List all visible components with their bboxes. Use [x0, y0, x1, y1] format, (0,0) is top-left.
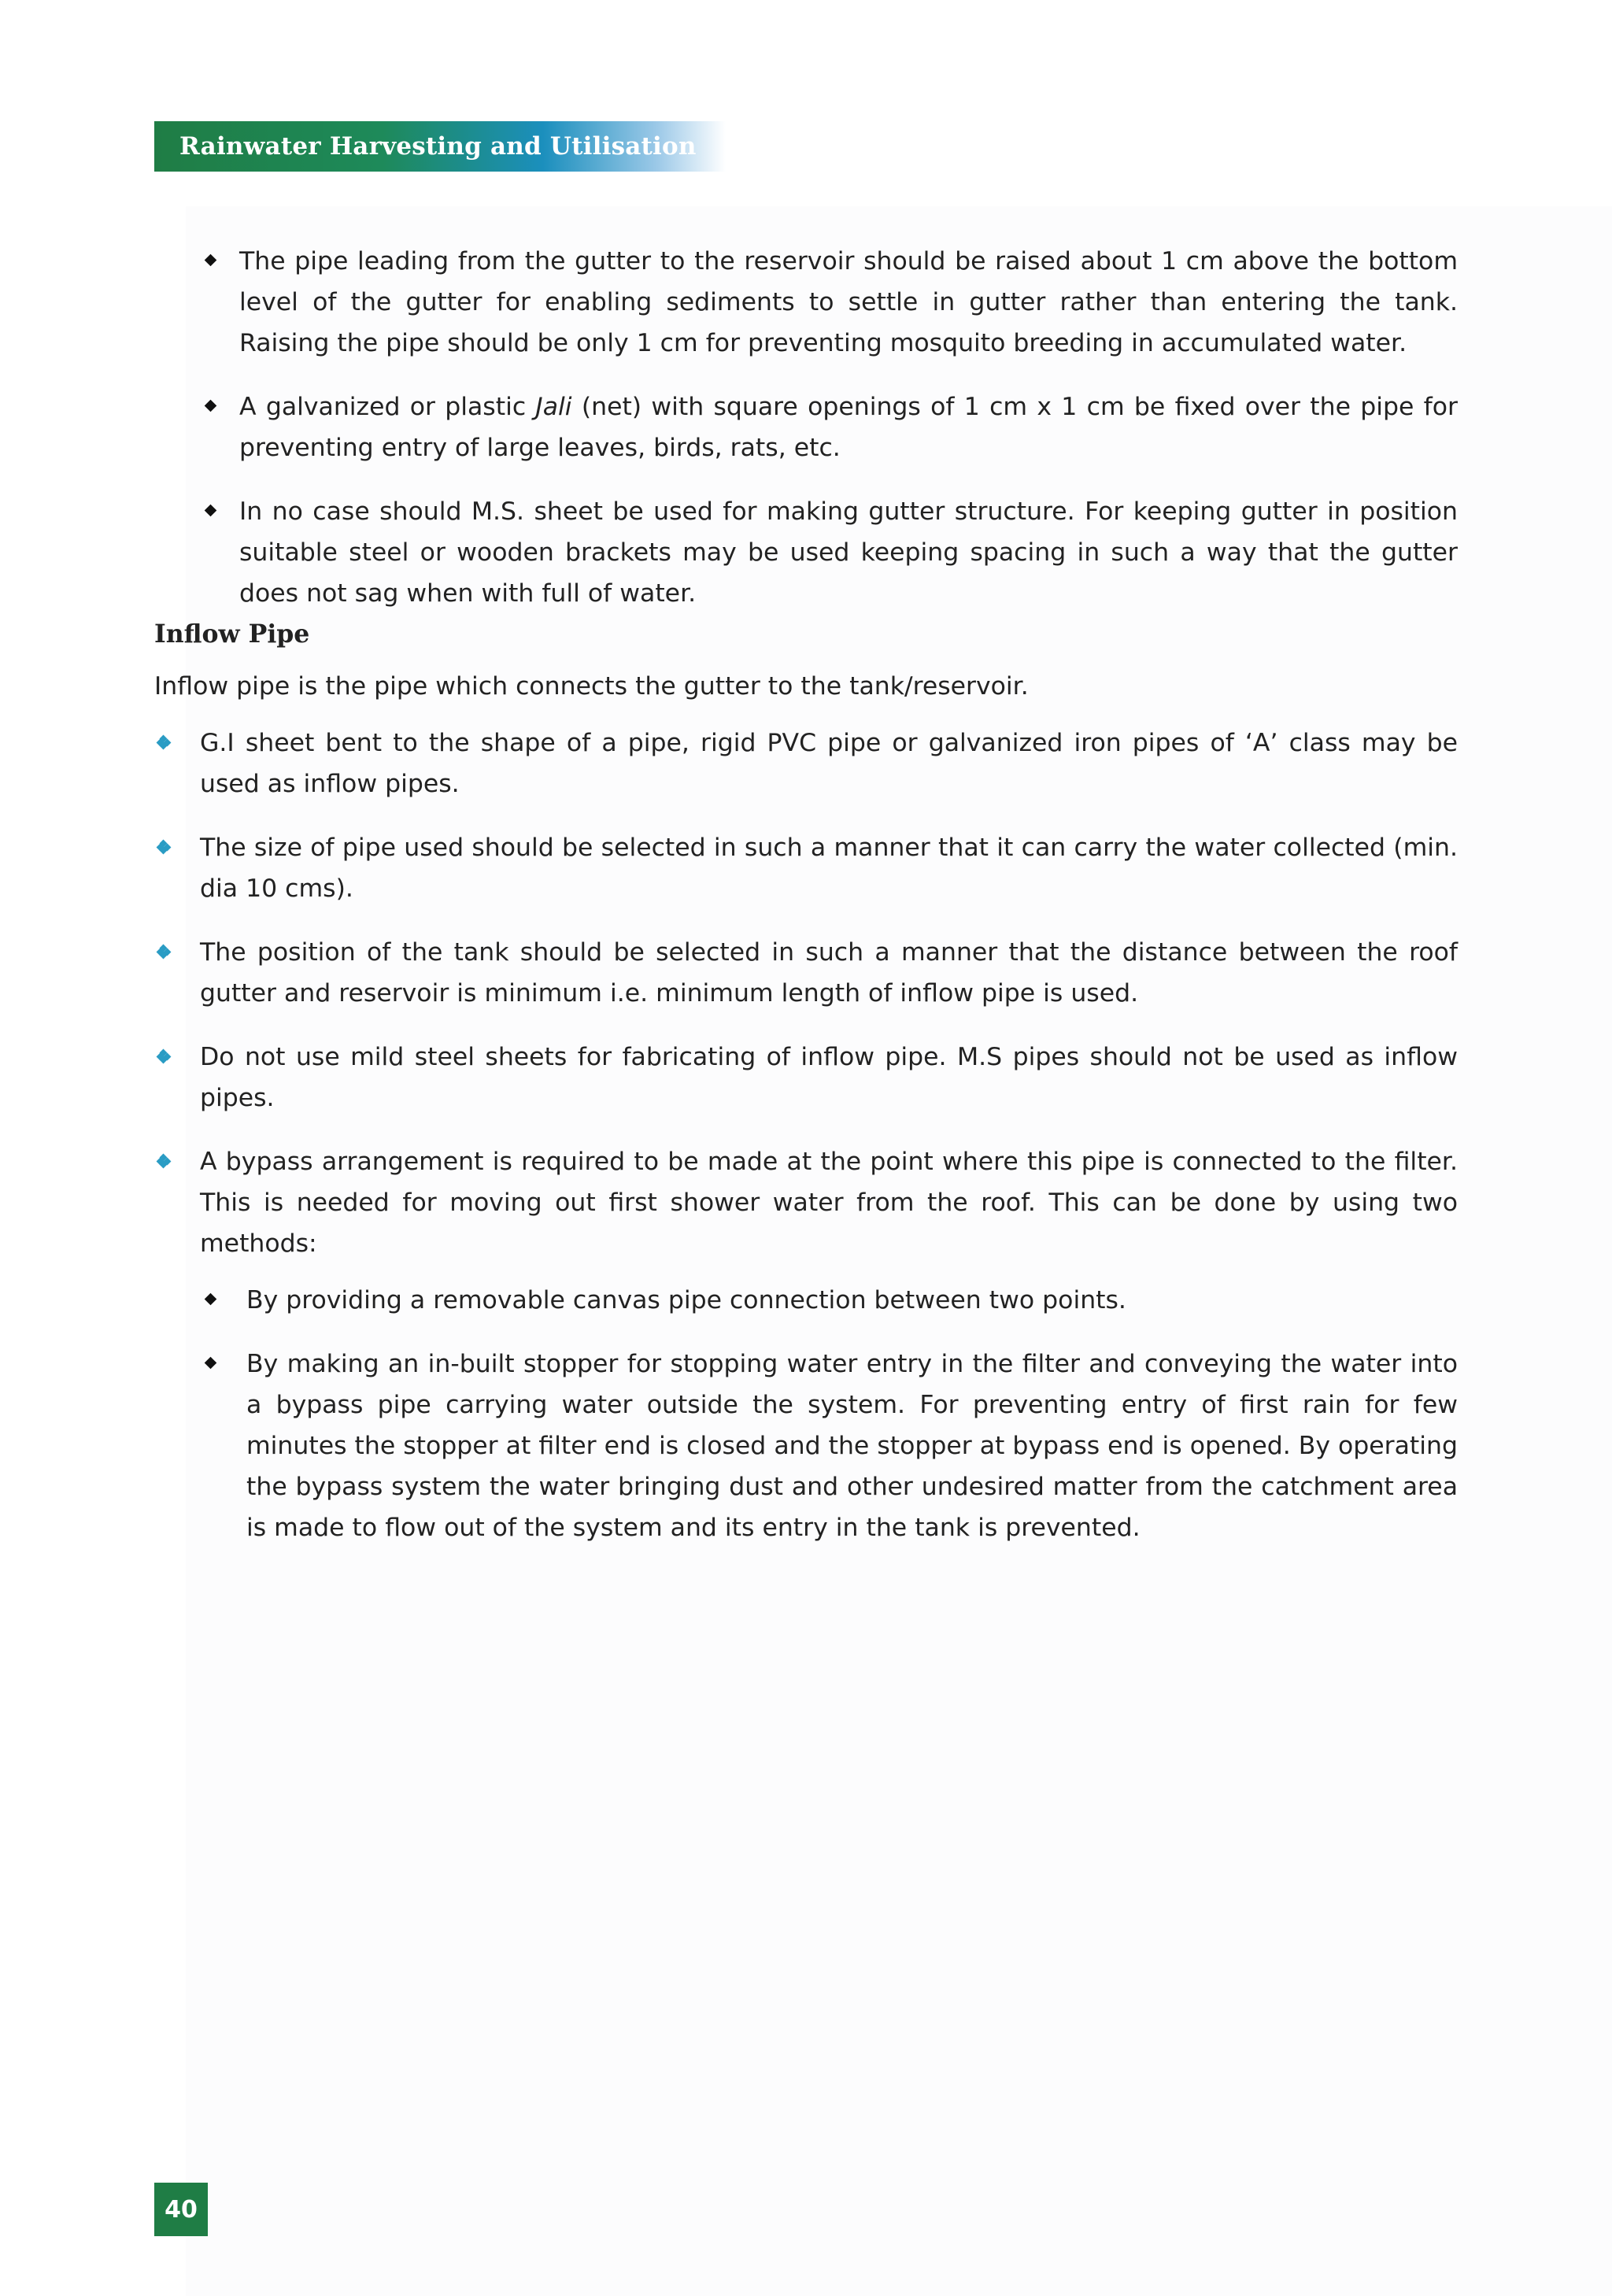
running-header-title: Rainwater Harvesting and Utilisation — [179, 132, 697, 161]
list-item — [154, 491, 1458, 614]
list-item-text: The size of pipe used should be selected in such a manner that it can carry the water collected (min. dia 10 cms). — [200, 834, 1458, 903]
diamond-bullet-icon — [205, 400, 217, 412]
nested-list-item-text: By providing a removable canvas pipe connection between two points. — [246, 1286, 1126, 1314]
section-heading: Inflow Pipe — [154, 619, 310, 649]
list-item — [154, 1141, 1458, 1264]
list-item-text: A galvanized or plastic Jali (net) with square openings of 1 cm x 1 cm be fixed over the pipe for preventing entry of large leaves, birds, rats, etc. — [239, 393, 1458, 462]
list-item — [154, 386, 1458, 468]
section-intro: Inflow pipe is the pipe which connects the gutter to the tank/reservoir. — [154, 672, 1029, 701]
list-item-text: Do not use mild steel sheets for fabricating of inflow pipe. M.S pipes should not be used as inflow pipes. — [200, 1043, 1458, 1112]
list-item-text: In no case should M.S. sheet be used for making gutter structure. For keeping gutter in position suitable steel or wooden brackets may be used keeping spacing in such a way that the gutter does not sag when with full of water. — [239, 497, 1458, 608]
list-item — [154, 241, 1458, 364]
list-item — [154, 932, 1458, 1014]
nested-list-item — [154, 1344, 1458, 1548]
diamond-bullet-icon — [205, 505, 217, 517]
running-header — [154, 121, 726, 172]
diamond-bullet-icon — [205, 1293, 217, 1306]
emphasis-term: Jali — [535, 393, 572, 421]
list-item-text: The position of the tank should be selected in such a manner that the distance between the roof gutter and reservoir is minimum i.e. minimum length of inflow pipe is used. — [200, 938, 1458, 1008]
four-diamond-bullet-icon — [157, 1050, 170, 1063]
list-item-text: G.I sheet bent to the shape of a pipe, rigid PVC pipe or galvanized iron pipes of ‘A’ class may be used as inflow pipes. — [200, 729, 1458, 798]
diamond-bullet-icon — [205, 1357, 217, 1370]
nested-list-item-text: By making an in-built stopper for stopping water entry in the filter and conveying the water into a bypass pipe carrying water outside the system. For preventing entry of first rain for few minutes the stopper at filter end is closed and the stopper at bypass end is opened. By operating the bypass system the water bringing dust and other undesired matter from the catchment area is made to flow out of the system and its entry in the tank is prevented. — [246, 1350, 1458, 1542]
diamond-bullet-icon — [205, 254, 217, 267]
page-number: 40 — [154, 2183, 208, 2236]
list-item — [154, 827, 1458, 909]
four-diamond-bullet-icon — [157, 736, 170, 749]
list-item-text: The pipe leading from the gutter to the reservoir should be raised about 1 cm above the bottom level of the gutter for enabling sediments to settle in gutter rather than entering the tank. Raising the pipe should be only 1 cm for preventing mosquito breeding in accumulated water. — [239, 247, 1458, 357]
list-item — [154, 1037, 1458, 1118]
nested-list-item — [154, 1280, 1458, 1321]
four-diamond-bullet-icon — [157, 841, 170, 853]
list-item-text: A bypass arrangement is required to be made at the point where this pipe is connected to the filter. This is needed for moving out first shower water from the roof. This can be done by using two methods: — [200, 1148, 1458, 1258]
four-diamond-bullet-icon — [157, 1155, 170, 1167]
list-item — [154, 723, 1458, 804]
page-body — [154, 241, 1458, 1548]
four-diamond-bullet-icon — [157, 945, 170, 958]
